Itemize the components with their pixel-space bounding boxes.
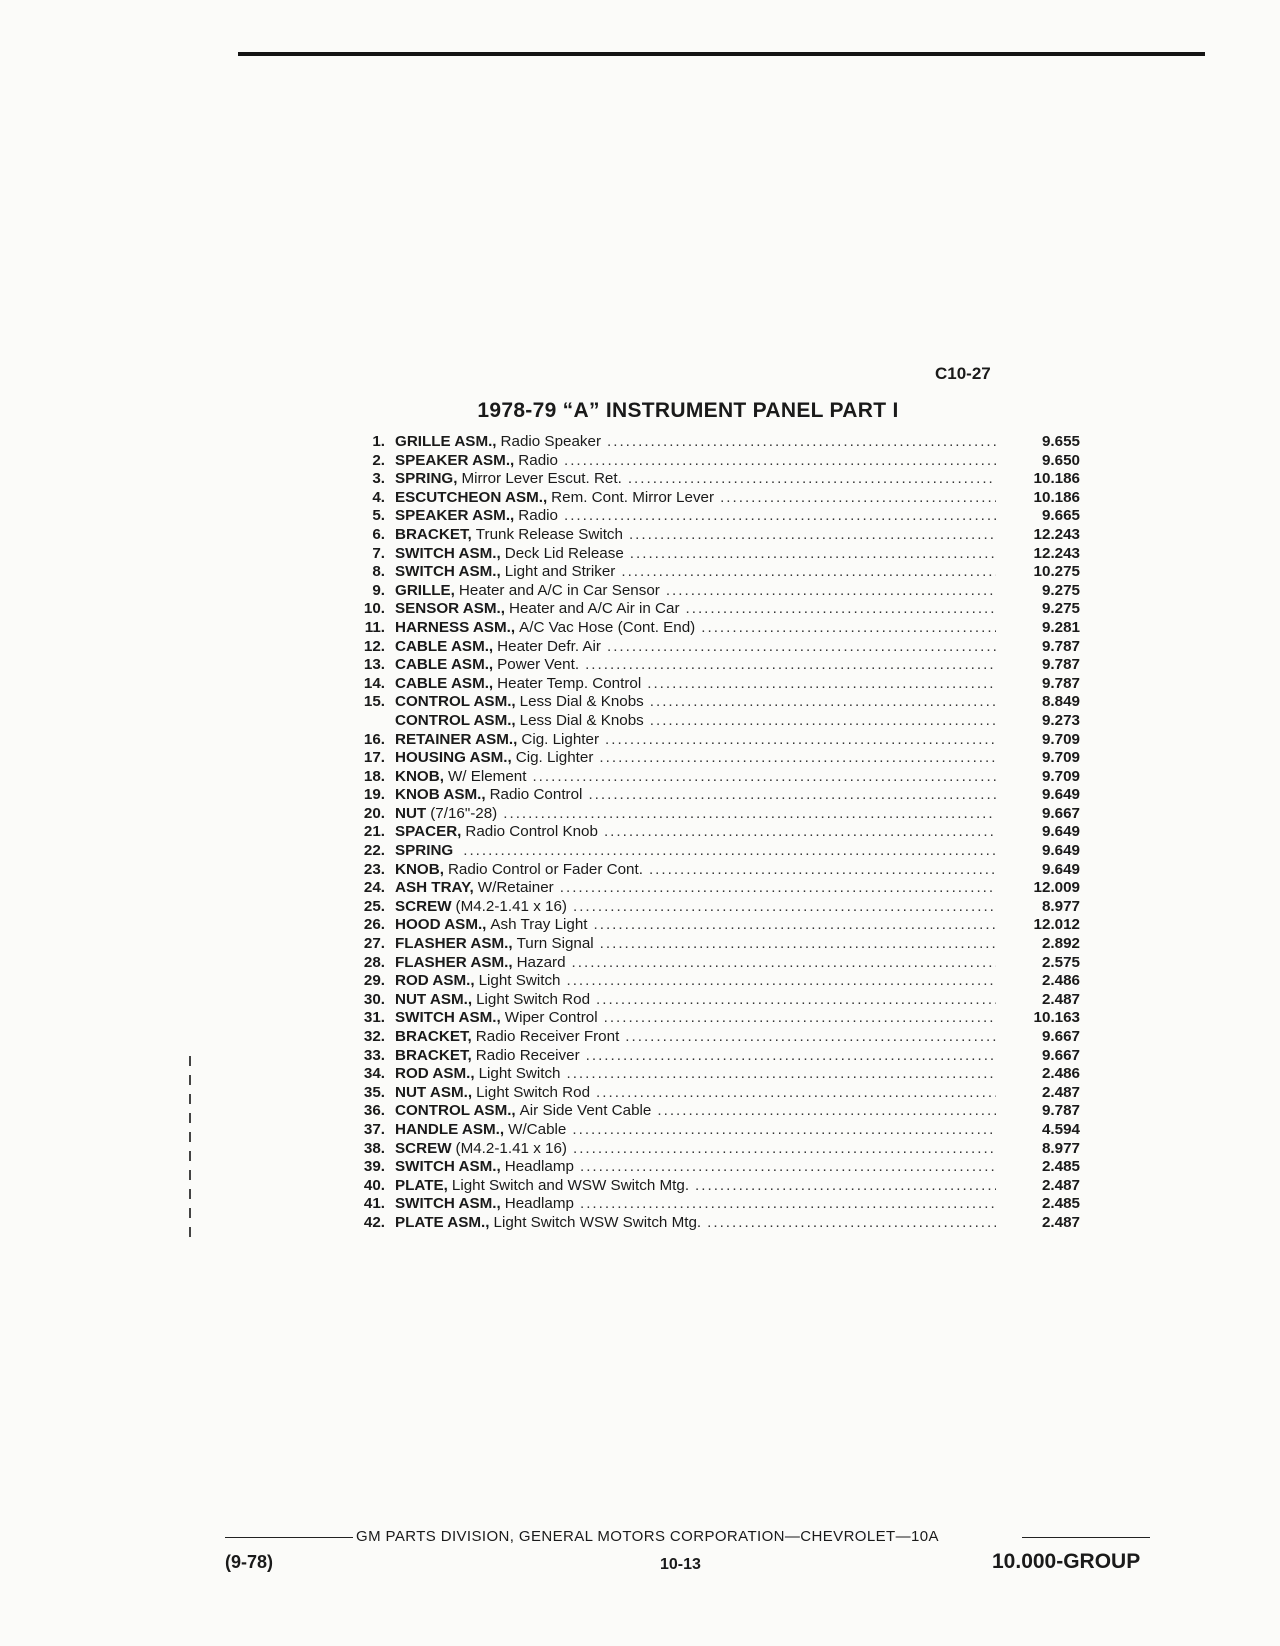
part-row bbox=[330, 693, 1080, 712]
part-row bbox=[330, 879, 1080, 898]
footer-group: 10.000-GROUP bbox=[992, 1550, 1141, 1573]
dot-leader bbox=[560, 879, 996, 898]
parts-list bbox=[330, 433, 1080, 1233]
dot-leader bbox=[686, 600, 996, 619]
part-name: NUT bbox=[395, 804, 427, 822]
part-name: SWITCH ASM., bbox=[395, 1158, 501, 1176]
part-name: HOOD ASM., bbox=[395, 916, 487, 934]
part-description: Mirror Lever Escut. Ret. bbox=[461, 470, 622, 488]
part-row bbox=[330, 433, 1080, 452]
part-name: PLATE ASM., bbox=[395, 1213, 490, 1231]
part-description: Power Vent. bbox=[497, 656, 580, 674]
part-row bbox=[330, 768, 1080, 787]
dot-leader bbox=[707, 1214, 996, 1233]
part-description: Radio Receiver bbox=[475, 1046, 580, 1064]
part-row bbox=[330, 489, 1080, 508]
part-row bbox=[330, 1214, 1080, 1233]
part-number: 2. bbox=[372, 451, 385, 469]
part-description: Hazard bbox=[516, 953, 566, 971]
part-name: SPEAKER ASM., bbox=[395, 451, 515, 469]
part-description: Light Switch bbox=[478, 972, 561, 990]
part-row bbox=[330, 991, 1080, 1010]
part-number: 15. bbox=[363, 693, 385, 711]
part-description: Radio bbox=[518, 507, 558, 525]
part-name: CONTROL ASM., bbox=[395, 693, 516, 711]
part-group-code: 8.977 bbox=[1041, 897, 1080, 915]
part-name: GRILLE ASM., bbox=[395, 433, 497, 450]
part-name: CONTROL ASM., bbox=[395, 711, 516, 729]
part-number: 7. bbox=[372, 544, 385, 562]
part-row bbox=[330, 1102, 1080, 1121]
part-description: W/ Element bbox=[447, 767, 527, 785]
part-description: Ash Tray Light bbox=[490, 916, 588, 934]
dot-leader bbox=[621, 563, 996, 582]
top-rule bbox=[238, 52, 1205, 56]
dot-leader bbox=[596, 1084, 996, 1103]
part-row bbox=[330, 1140, 1080, 1159]
part-group-code: 2.487 bbox=[1041, 1083, 1080, 1101]
part-row bbox=[330, 1121, 1080, 1140]
part-description: A/C Vac Hose (Cont. End) bbox=[519, 618, 696, 636]
part-number: 27. bbox=[363, 935, 385, 953]
part-row bbox=[330, 1084, 1080, 1103]
dot-leader bbox=[650, 693, 996, 712]
margin-tick bbox=[189, 1208, 191, 1218]
dot-leader bbox=[657, 1102, 996, 1121]
part-name: GRILLE, bbox=[395, 581, 455, 599]
page-code: C10-27 bbox=[935, 364, 991, 383]
dot-leader bbox=[573, 898, 996, 917]
dot-leader bbox=[594, 916, 996, 935]
part-number: 16. bbox=[363, 730, 385, 748]
part-group-code: 9.787 bbox=[1041, 637, 1080, 655]
footer-rule-left bbox=[225, 1537, 353, 1538]
part-description: Cig. Lighter bbox=[521, 730, 600, 748]
part-row bbox=[330, 712, 1080, 731]
part-group-code: 9.667 bbox=[1041, 1046, 1080, 1064]
part-number: 18. bbox=[363, 767, 385, 785]
part-row bbox=[330, 842, 1080, 861]
part-row bbox=[330, 786, 1080, 805]
part-description: Less Dial & Knobs bbox=[519, 693, 644, 711]
part-number: 35. bbox=[363, 1083, 385, 1101]
margin-tick bbox=[189, 1151, 191, 1161]
part-row bbox=[330, 507, 1080, 526]
dot-leader bbox=[607, 638, 996, 657]
part-description: Radio bbox=[518, 451, 558, 469]
footer-rule-right bbox=[1022, 1537, 1150, 1538]
part-number: 30. bbox=[363, 990, 385, 1008]
part-name: SWITCH ASM., bbox=[395, 563, 501, 581]
part-description: Air Side Vent Cable bbox=[519, 1102, 652, 1120]
part-group-code: 8.849 bbox=[1041, 693, 1080, 711]
part-group-code: 9.273 bbox=[1041, 711, 1080, 729]
part-description: (M4.2-1.41 x 16) bbox=[455, 897, 567, 915]
part-name: KNOB, bbox=[395, 860, 444, 878]
part-group-code: 2.892 bbox=[1041, 935, 1080, 953]
part-number: 22. bbox=[363, 842, 385, 860]
part-number: 39. bbox=[363, 1158, 385, 1176]
dot-leader bbox=[720, 489, 996, 508]
part-group-code: 9.655 bbox=[1041, 433, 1080, 450]
part-number: 9. bbox=[372, 581, 385, 599]
part-group-code: 9.281 bbox=[1041, 618, 1080, 636]
part-description: Light Switch Rod bbox=[476, 1083, 591, 1101]
part-number: 5. bbox=[372, 507, 385, 525]
part-name: BRACKET, bbox=[395, 525, 472, 543]
dot-leader bbox=[566, 1065, 996, 1084]
part-name: ROD ASM., bbox=[395, 972, 475, 990]
part-name: SWITCH ASM., bbox=[395, 544, 501, 562]
dot-leader bbox=[580, 1158, 996, 1177]
part-number: 29. bbox=[363, 972, 385, 990]
part-description: Turn Signal bbox=[516, 935, 594, 953]
dot-leader bbox=[586, 1047, 996, 1066]
part-group-code: 9.787 bbox=[1041, 1102, 1080, 1120]
part-group-code: 10.163 bbox=[1033, 1009, 1080, 1027]
part-description: Light and Striker bbox=[504, 563, 616, 581]
part-name: NUT ASM., bbox=[395, 1083, 473, 1101]
part-description: Radio Speaker bbox=[500, 433, 602, 450]
part-number: 41. bbox=[363, 1195, 385, 1213]
margin-tick bbox=[189, 1113, 191, 1123]
part-group-code: 9.709 bbox=[1041, 730, 1080, 748]
part-group-code: 4.594 bbox=[1041, 1120, 1080, 1138]
part-description: W/Retainer bbox=[477, 879, 554, 897]
part-name: SCREW bbox=[395, 897, 452, 915]
part-group-code: 9.709 bbox=[1041, 767, 1080, 785]
part-number: 10. bbox=[363, 600, 385, 618]
part-number: 32. bbox=[363, 1028, 385, 1045]
part-group-code: 9.667 bbox=[1041, 804, 1080, 822]
part-name: CABLE ASM., bbox=[395, 637, 494, 655]
part-group-code: 9.275 bbox=[1041, 581, 1080, 599]
part-group-code: 9.649 bbox=[1041, 860, 1080, 878]
part-row bbox=[330, 1028, 1080, 1047]
part-name: SWITCH ASM., bbox=[395, 1009, 501, 1027]
dot-leader bbox=[585, 656, 996, 675]
part-number: 17. bbox=[363, 749, 385, 767]
part-row bbox=[330, 526, 1080, 545]
part-description: (M4.2-1.41 x 16) bbox=[455, 1139, 567, 1157]
part-row bbox=[330, 823, 1080, 842]
part-row bbox=[330, 563, 1080, 582]
part-number: 13. bbox=[363, 656, 385, 674]
part-name: RETAINER ASM., bbox=[395, 730, 518, 748]
part-name: HANDLE ASM., bbox=[395, 1120, 505, 1138]
part-name: CABLE ASM., bbox=[395, 656, 494, 674]
page-title: 1978-79 “A” INSTRUMENT PANEL PART I bbox=[477, 399, 899, 422]
part-group-code: 9.649 bbox=[1041, 823, 1080, 841]
part-name: FLASHER ASM., bbox=[395, 935, 513, 953]
part-name: SPRING bbox=[395, 842, 454, 860]
dot-leader bbox=[463, 842, 996, 861]
part-number: 33. bbox=[363, 1046, 385, 1064]
part-row bbox=[330, 545, 1080, 564]
part-name: FLASHER ASM., bbox=[395, 953, 513, 971]
part-description: Wiper Control bbox=[504, 1009, 598, 1027]
part-number: 40. bbox=[363, 1176, 385, 1194]
part-description: Rem. Cont. Mirror Lever bbox=[551, 488, 715, 506]
part-number: 24. bbox=[363, 879, 385, 897]
part-name: SCREW bbox=[395, 1139, 452, 1157]
part-row bbox=[330, 675, 1080, 694]
dot-leader bbox=[566, 972, 996, 991]
part-number: 8. bbox=[372, 563, 385, 581]
dot-leader bbox=[605, 731, 996, 750]
dot-leader bbox=[628, 470, 996, 489]
part-row bbox=[330, 972, 1080, 991]
footer-date: (9-78) bbox=[225, 1552, 274, 1572]
part-description: W/Cable bbox=[508, 1120, 567, 1138]
part-row bbox=[330, 452, 1080, 471]
part-group-code: 9.667 bbox=[1041, 1028, 1080, 1045]
part-description: Heater Defr. Air bbox=[497, 637, 601, 655]
part-group-code: 2.486 bbox=[1041, 1065, 1080, 1083]
part-group-code: 9.275 bbox=[1041, 600, 1080, 618]
part-number: 20. bbox=[363, 804, 385, 822]
part-name: CABLE ASM., bbox=[395, 674, 494, 692]
margin-tick bbox=[189, 1075, 191, 1085]
part-number: 23. bbox=[363, 860, 385, 878]
part-group-code: 12.243 bbox=[1033, 544, 1080, 562]
part-number: 12. bbox=[363, 637, 385, 655]
part-name: SWITCH ASM., bbox=[395, 1195, 501, 1213]
margin-tick bbox=[189, 1189, 191, 1199]
part-row bbox=[330, 600, 1080, 619]
part-name: SPACER, bbox=[395, 823, 462, 841]
part-number: 37. bbox=[363, 1120, 385, 1138]
margin-tick bbox=[189, 1132, 191, 1142]
dot-leader bbox=[503, 805, 996, 824]
part-row bbox=[330, 805, 1080, 824]
part-description: Less Dial & Knobs bbox=[519, 711, 644, 729]
part-number: 25. bbox=[363, 897, 385, 915]
dot-leader bbox=[580, 1195, 996, 1214]
dot-leader bbox=[600, 935, 996, 954]
dot-leader bbox=[630, 545, 996, 564]
dot-leader bbox=[695, 1177, 996, 1196]
margin-tick bbox=[189, 1227, 191, 1237]
margin-tick bbox=[189, 1170, 191, 1180]
part-row bbox=[330, 1009, 1080, 1028]
part-number: 42. bbox=[363, 1213, 385, 1231]
part-name: HOUSING ASM., bbox=[395, 749, 512, 767]
part-row bbox=[330, 935, 1080, 954]
dot-leader bbox=[573, 1140, 996, 1159]
part-group-code: 2.487 bbox=[1041, 1176, 1080, 1194]
part-name: BRACKET, bbox=[395, 1046, 472, 1064]
part-group-code: 10.186 bbox=[1033, 488, 1080, 506]
part-number: 11. bbox=[364, 618, 385, 636]
part-number: 4. bbox=[372, 488, 385, 506]
part-description: Deck Lid Release bbox=[504, 544, 624, 562]
part-group-code: 12.243 bbox=[1033, 525, 1080, 543]
dot-leader bbox=[604, 823, 996, 842]
part-group-code: 9.787 bbox=[1041, 674, 1080, 692]
part-description: Light Switch Rod bbox=[476, 990, 591, 1008]
part-number: 19. bbox=[363, 786, 385, 804]
part-group-code: 9.709 bbox=[1041, 749, 1080, 767]
dot-leader bbox=[647, 675, 996, 694]
part-group-code: 2.485 bbox=[1041, 1158, 1080, 1176]
part-number: 28. bbox=[363, 953, 385, 971]
part-row bbox=[330, 470, 1080, 489]
part-number: 1. bbox=[372, 433, 385, 450]
dot-leader bbox=[604, 1009, 996, 1028]
part-row bbox=[330, 582, 1080, 601]
part-group-code: 12.012 bbox=[1033, 916, 1080, 934]
part-name: KNOB ASM., bbox=[395, 786, 486, 804]
part-number: 14. bbox=[363, 674, 385, 692]
part-name: PLATE, bbox=[395, 1176, 448, 1194]
part-description: Heater and A/C in Car Sensor bbox=[458, 581, 660, 599]
part-row bbox=[330, 749, 1080, 768]
part-row bbox=[330, 1065, 1080, 1084]
dot-leader bbox=[625, 1028, 996, 1047]
part-description: Radio Receiver Front bbox=[475, 1028, 620, 1045]
dot-leader bbox=[649, 861, 996, 880]
part-description: Cig. Lighter bbox=[515, 749, 594, 767]
part-description: Radio Control or Fader Cont. bbox=[447, 860, 643, 878]
part-group-code: 9.665 bbox=[1041, 507, 1080, 525]
part-group-code: 2.486 bbox=[1041, 972, 1080, 990]
part-group-code: 2.485 bbox=[1041, 1195, 1080, 1213]
part-description: Heater and A/C Air in Car bbox=[508, 600, 680, 618]
part-number: 38. bbox=[363, 1139, 385, 1157]
part-group-code: 2.487 bbox=[1041, 1213, 1080, 1231]
part-row bbox=[330, 1177, 1080, 1196]
part-name: NUT ASM., bbox=[395, 990, 473, 1008]
part-description: Light Switch WSW Switch Mtg. bbox=[493, 1213, 702, 1231]
part-number: 26. bbox=[363, 916, 385, 934]
part-description: Heater Temp. Control bbox=[497, 674, 642, 692]
dot-leader bbox=[650, 712, 996, 731]
part-group-code: 9.649 bbox=[1041, 842, 1080, 860]
part-description: Radio Control Knob bbox=[465, 823, 598, 841]
dot-leader bbox=[596, 991, 996, 1010]
part-row bbox=[330, 1047, 1080, 1066]
part-group-code: 9.787 bbox=[1041, 656, 1080, 674]
part-description: Light Switch and WSW Switch Mtg. bbox=[451, 1176, 690, 1194]
part-group-code: 2.575 bbox=[1041, 953, 1080, 971]
footer-corporation: GM PARTS DIVISION, GENERAL MOTORS CORPORATION—CHEVROLET—10A bbox=[356, 1528, 939, 1545]
part-number: 6. bbox=[372, 525, 385, 543]
part-number: 34. bbox=[363, 1065, 385, 1083]
footer-page-number: 10-13 bbox=[660, 1556, 701, 1573]
part-number: 31. bbox=[363, 1009, 385, 1027]
part-group-code: 10.186 bbox=[1033, 470, 1080, 488]
part-description: Headlamp bbox=[504, 1195, 574, 1213]
part-row bbox=[330, 638, 1080, 657]
part-group-code: 2.487 bbox=[1041, 990, 1080, 1008]
dot-leader bbox=[564, 452, 996, 471]
margin-tick bbox=[189, 1056, 191, 1066]
part-name: ESCUTCHEON ASM., bbox=[395, 488, 548, 506]
part-name: SPEAKER ASM., bbox=[395, 507, 515, 525]
part-number: 3. bbox=[372, 470, 385, 488]
part-description: Trunk Release Switch bbox=[475, 525, 623, 543]
part-group-code: 9.650 bbox=[1041, 451, 1080, 469]
part-row bbox=[330, 619, 1080, 638]
part-name: CONTROL ASM., bbox=[395, 1102, 516, 1120]
part-name: BRACKET, bbox=[395, 1028, 472, 1045]
part-row bbox=[330, 1195, 1080, 1214]
part-row bbox=[330, 861, 1080, 880]
part-row bbox=[330, 656, 1080, 675]
part-name: ASH TRAY, bbox=[395, 879, 474, 897]
part-row bbox=[330, 898, 1080, 917]
part-number: 21. bbox=[363, 823, 385, 841]
dot-leader bbox=[666, 582, 996, 601]
part-description: Light Switch bbox=[478, 1065, 561, 1083]
part-group-code: 10.275 bbox=[1033, 563, 1080, 581]
margin-tick bbox=[189, 1094, 191, 1104]
part-row bbox=[330, 916, 1080, 935]
part-name: SPRING, bbox=[395, 470, 458, 488]
dot-leader bbox=[701, 619, 996, 638]
part-description: Headlamp bbox=[504, 1158, 574, 1176]
dot-leader bbox=[564, 507, 996, 526]
part-group-code: 9.649 bbox=[1041, 786, 1080, 804]
part-number: 36. bbox=[363, 1102, 385, 1120]
dot-leader bbox=[599, 749, 996, 768]
dot-leader bbox=[607, 433, 996, 452]
dot-leader bbox=[629, 526, 996, 545]
part-group-code: 8.977 bbox=[1041, 1139, 1080, 1157]
part-name: SENSOR ASM., bbox=[395, 600, 505, 618]
part-name: HARNESS ASM., bbox=[395, 618, 516, 636]
dot-leader bbox=[588, 786, 996, 805]
part-name: ROD ASM., bbox=[395, 1065, 475, 1083]
part-description: (7/16"-28) bbox=[430, 804, 498, 822]
part-name: KNOB, bbox=[395, 767, 444, 785]
part-description: Radio Control bbox=[489, 786, 583, 804]
dot-leader bbox=[532, 768, 996, 787]
dot-leader bbox=[572, 954, 996, 973]
part-row bbox=[330, 1158, 1080, 1177]
dot-leader bbox=[572, 1121, 996, 1140]
part-row bbox=[330, 954, 1080, 973]
part-group-code: 12.009 bbox=[1033, 879, 1080, 897]
part-row bbox=[330, 731, 1080, 750]
